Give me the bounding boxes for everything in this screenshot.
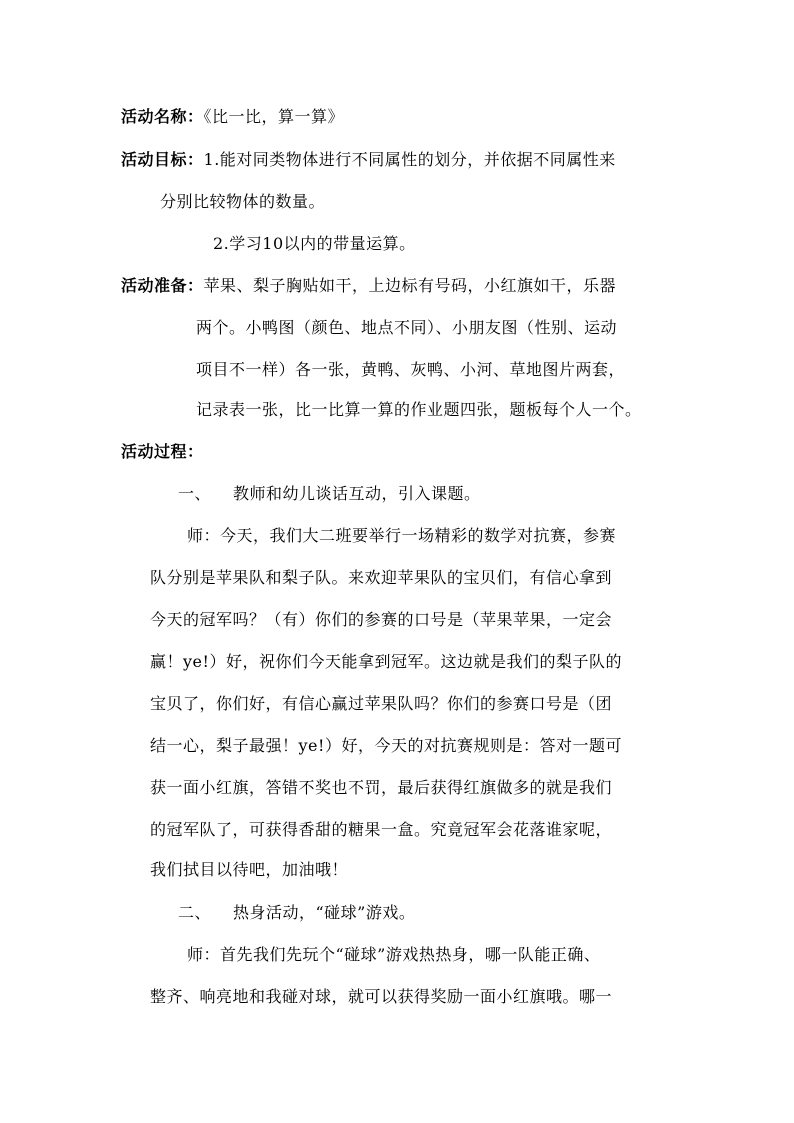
activity-prep-line-2: 两个。小鸭图（颜色、地点不同）、小朋友图（性别、运动 [196,318,618,337]
activity-process-label: 活动过程： [121,442,204,461]
para-1-line-6: 结一心，梨子最强！ye!）好，今天的对抗赛规则是：答对一题可 [150,736,622,755]
activity-goal-line-1 [121,150,616,170]
para-1-line-3: 今天的冠军吗？（有）你们的参赛的口号是（苹果苹果，一定会 [150,610,613,629]
section-1-title: 教师和幼儿谈话互动，引入课题。 [233,484,481,503]
activity-goal-label: 活动目标： [121,150,204,169]
activity-goal-text-1: 1.能对同类物体进行不同属性的划分，并依据不同属性来 [203,150,616,169]
activity-goal-line-2: 分别比较物体的数量。 [160,192,326,211]
activity-goal-line-3: 2.学习10以内的带量运算。 [213,234,416,253]
activity-prep-label: 活动准备： [121,276,204,295]
para-2-line-2: 整齐、响亮地和我碰对球，就可以获得奖励一面小红旗哦。哪一 [150,987,613,1006]
activity-prep-line-3: 项目不一样）各一张，黄鸭、灰鸭、小河、草地图片两套， [196,360,626,379]
activity-name-label: 活动名称： [121,107,204,126]
section-1-number: 一、 [178,484,212,503]
activity-name-value: 《比一比，算一算》 [203,107,345,126]
activity-prep-line-4: 记录表一张，比一比算一算的作业题四张，题板每个人一个。 [196,400,642,419]
para-1-line-5: 宝贝了，你们好，有信心赢过苹果队吗？你们的参赛口号是（团 [150,694,613,713]
activity-name-line [121,107,344,127]
section-2-title: 热身活动，“碰球”游戏。 [233,903,416,922]
activity-prep-text-1: 苹果、梨子胸贴如干，上边标有号码，小红旗如干，乐器 [203,276,617,295]
section-2-number: 二、 [178,903,212,922]
para-1-line-8: 的冠军队了，可获得香甜的糖果一盒。究竟冠军会花落谁家呢， [150,820,613,839]
para-1-line-9: 我们拭目以待吧，加油哦！ [150,860,349,879]
para-1-line-1: 师：今天，我们大二班要举行一场精彩的数学对抗赛，参赛 [187,526,617,545]
para-2-line-1: 师：首先我们先玩个“碰球”游戏热热身，哪一队能正确、 [187,945,601,964]
activity-prep-line-1 [121,276,616,296]
para-1-line-4: 赢！ye!）好，祝你们今天能拿到冠军。这边就是我们的梨子队的 [150,652,622,671]
para-1-line-2: 队分别是苹果队和梨子队。来欢迎苹果队的宝贝们，有信心拿到 [150,568,613,587]
para-1-line-7: 获一面小红旗，答错不奖也不罚，最后获得红旗做多的就是我们 [150,778,613,797]
